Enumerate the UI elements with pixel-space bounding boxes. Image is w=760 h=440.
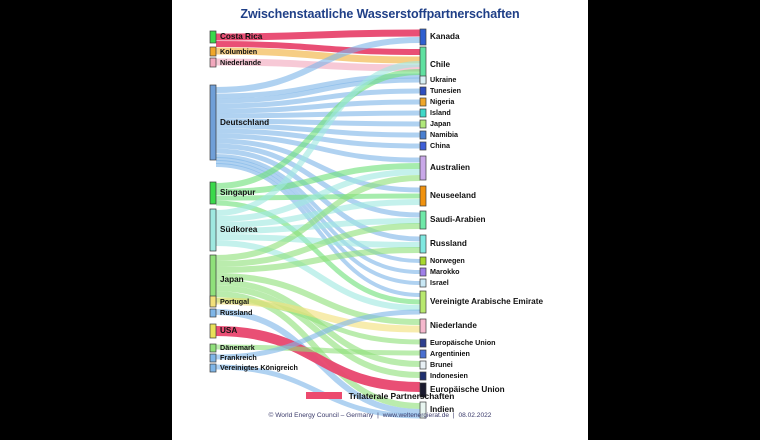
node-label-australien: Australien: [430, 163, 471, 172]
footer-copyright: © World Energy Council – Germany: [268, 412, 374, 419]
sankey-node-niederlande-src[interactable]: [210, 58, 216, 67]
node-label-frankreich: Frankreich: [220, 353, 257, 362]
sankey-node-argentinien[interactable]: [420, 350, 426, 358]
node-label-israel: Israel: [430, 278, 449, 287]
node-label-suedkorea: Südkorea: [220, 225, 258, 234]
sankey-node-costa-rica[interactable]: [210, 31, 216, 43]
node-label-brunei: Brunei: [430, 360, 453, 369]
sankey-node-daenemark[interactable]: [210, 344, 216, 352]
node-label-chile: Chile: [430, 60, 451, 69]
node-label-kolumbien: Kolumbien: [220, 46, 258, 56]
footer-separator-2: |: [452, 412, 455, 419]
sankey-node-eu-1[interactable]: [420, 339, 426, 347]
node-label-kanada: Kanada: [430, 32, 460, 41]
node-label-china: China: [430, 141, 450, 150]
node-label-russland-src: Russland: [220, 308, 253, 317]
legend: [172, 390, 588, 401]
sankey-node-australien[interactable]: [420, 156, 426, 180]
sankey-node-tunesien[interactable]: [420, 87, 426, 95]
node-label-usa: USA: [220, 326, 238, 335]
sankey-node-china[interactable]: [420, 142, 426, 150]
sankey-node-marokko[interactable]: [420, 268, 426, 276]
node-label-norwegen: Norwegen: [430, 256, 465, 265]
node-label-niederlande-tgt: Niederlande: [430, 321, 477, 330]
node-label-marokko: Marokko: [430, 267, 460, 276]
node-label-eu-1: Europäische Union: [430, 338, 496, 347]
node-label-portugal: Portugal: [220, 296, 250, 306]
sankey-node-vae[interactable]: [420, 291, 426, 313]
sankey-node-kolumbien[interactable]: [210, 47, 216, 56]
sankey-node-brunei[interactable]: [420, 361, 426, 369]
footer-website[interactable]: www.weltenergierat.de: [382, 412, 450, 419]
sankey-node-usa[interactable]: [210, 324, 216, 338]
node-label-eu-2: Europäische Union: [430, 385, 505, 394]
node-label-daenemark: Dänemark: [220, 343, 255, 352]
node-label-deutschland: Deutschland: [220, 117, 270, 127]
chart-panel: [172, 0, 588, 440]
sankey-node-namibia[interactable]: [420, 131, 426, 139]
sankey-node-indonesien[interactable]: [420, 372, 426, 380]
page-title: Zwischenstaatliche Wasserstoffpartnerschaften: [240, 7, 520, 21]
node-label-costa-rica: Costa Rica: [220, 32, 263, 41]
node-label-vereinigtes-koenigreich: Vereinigtes Königreich: [220, 363, 298, 372]
node-label-russland-tgt: Russland: [430, 239, 467, 248]
node-label-japan: Japan: [220, 275, 244, 284]
node-label-niederlande-src: Niederlande: [220, 57, 262, 67]
node-label-singapur: Singapur: [220, 188, 256, 197]
node-label-namibia: Namibia: [430, 130, 458, 139]
sankey-node-singapur[interactable]: [210, 182, 216, 204]
node-label-indien: Indien: [430, 405, 455, 414]
sankey-node-russland-src[interactable]: [210, 309, 216, 317]
sankey-node-neuseeland[interactable]: [420, 186, 426, 206]
trilateral-legend-swatch: [306, 392, 342, 399]
sankey-node-ukraine[interactable]: [420, 76, 426, 84]
sankey-node-island[interactable]: [420, 109, 426, 117]
node-label-ukraine: Ukraine: [430, 75, 457, 84]
footer-date: 08.02.2022: [458, 412, 492, 419]
sankey-node-japan-tgt[interactable]: [420, 120, 426, 128]
node-label-vae: Vereinigte Arabische Emirate: [430, 297, 544, 306]
node-label-tunesien: Tunesien: [430, 86, 462, 95]
sankey-node-saudi-arabien[interactable]: [420, 211, 426, 229]
trilateral-legend-label: Trilaterale Partnerschaften: [348, 390, 455, 401]
node-label-neuseeland: Neuseeland: [430, 191, 476, 200]
footer: [172, 412, 588, 419]
node-label-island: Island: [430, 108, 451, 117]
sankey-node-suedkorea[interactable]: [210, 209, 216, 251]
sankey-node-israel[interactable]: [420, 279, 426, 287]
sankey-link: [216, 113, 420, 116]
node-label-saudi-arabien: Saudi-Arabien: [430, 215, 486, 224]
sankey-node-nigeria[interactable]: [420, 98, 426, 106]
node-label-argentinien: Argentinien: [430, 349, 470, 358]
sankey-node-kanada[interactable]: [420, 29, 426, 45]
sankey-node-russland-tgt[interactable]: [420, 235, 426, 253]
sankey-node-portugal[interactable]: [210, 296, 216, 307]
node-label-japan-tgt: Japan: [430, 119, 451, 128]
sankey-node-deutschland[interactable]: [210, 85, 216, 160]
sankey-node-vereinigtes-koenigreich[interactable]: [210, 364, 216, 372]
sankey-node-norwegen[interactable]: [420, 257, 426, 265]
sankey-node-niederlande-tgt[interactable]: [420, 319, 426, 333]
node-label-nigeria: Nigeria: [430, 97, 455, 106]
footer-separator-1: |: [377, 412, 379, 419]
sankey-node-frankreich[interactable]: [210, 354, 216, 362]
node-label-indonesien: Indonesien: [430, 371, 468, 380]
